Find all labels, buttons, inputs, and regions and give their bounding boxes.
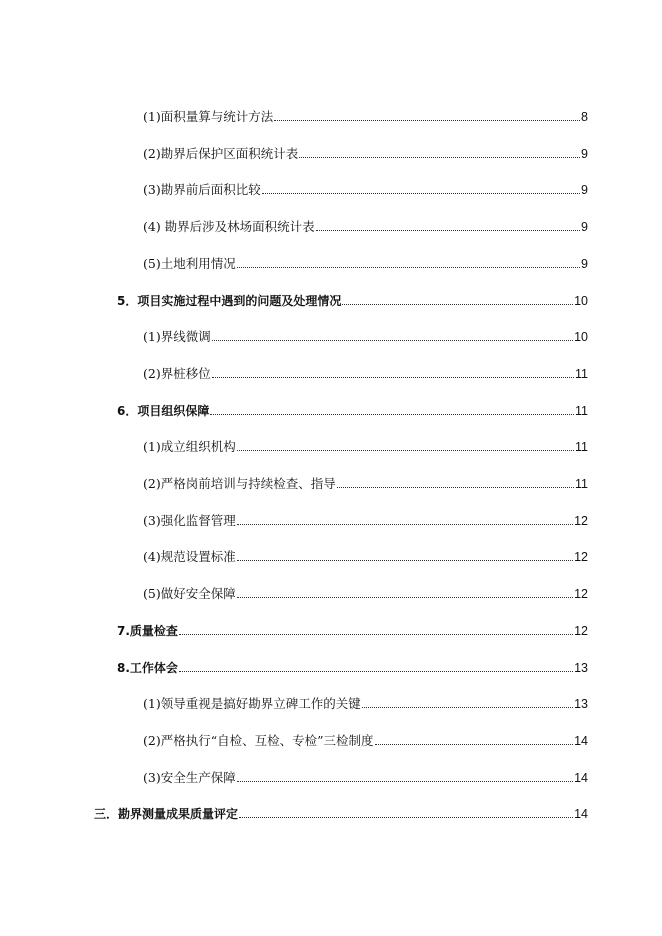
toc-dot-leader [342, 304, 573, 305]
toc-entry-page-number: 11 [575, 477, 588, 491]
toc-dot-leader [239, 817, 573, 818]
toc-entry-page-number: 9 [581, 220, 588, 234]
toc-entry[interactable] [143, 109, 588, 125]
toc-entry-label: (3)安全生产保障 [143, 770, 236, 785]
toc-entry-label: 7.质量检查 [117, 624, 178, 638]
toc-dot-leader [212, 377, 574, 378]
toc-entry[interactable] [143, 733, 588, 749]
toc-dot-leader [299, 157, 580, 158]
toc-entry[interactable] [143, 476, 588, 492]
toc-entry-label: (1)面积量算与统计方法 [143, 109, 274, 124]
toc-dot-leader [237, 267, 580, 268]
toc-entry-page-number: 8 [581, 110, 588, 124]
toc-entry-page-number: 11 [575, 440, 588, 454]
toc-entry[interactable] [143, 219, 588, 235]
toc-entry-page-number: 13 [574, 697, 588, 711]
toc-entry-page-number: 12 [574, 514, 588, 528]
toc-dot-leader [337, 487, 574, 488]
toc-entry[interactable] [143, 549, 588, 565]
toc-entry-label: (5)土地利用情况 [143, 256, 236, 271]
toc-dot-leader [237, 597, 573, 598]
toc-entry[interactable] [143, 256, 588, 272]
toc-dot-leader [237, 524, 573, 525]
toc-entry-label: (3)勘界前后面积比较 [143, 182, 261, 197]
toc-dot-leader [210, 414, 574, 415]
toc-entry-label: 6．项目组织保障 [117, 404, 210, 418]
toc-entry-page-number: 9 [581, 257, 588, 271]
toc-entry[interactable] [143, 696, 588, 712]
toc-dot-leader [179, 671, 573, 672]
toc-entry[interactable] [117, 403, 588, 419]
toc-entry-page-number: 12 [574, 624, 588, 638]
toc-entry-label: 三．勘界测量成果质量评定 [94, 807, 239, 821]
toc-entry-label: (4)规范设置标准 [143, 549, 236, 564]
toc-entry-page-number: 9 [581, 183, 588, 197]
toc-entry[interactable] [117, 660, 588, 676]
toc-entry[interactable] [143, 146, 588, 162]
toc-entry-page-number: 11 [575, 367, 588, 381]
toc-entry-page-number: 12 [574, 587, 588, 601]
toc-entry[interactable] [117, 623, 588, 639]
toc-entry-label: (1)领导重视是搞好勘界立碑工作的关键 [143, 696, 361, 711]
toc-entry-label: (2)界桩移位 [143, 366, 211, 381]
toc-dot-leader [237, 781, 573, 782]
toc-entry-page-number: 9 [581, 147, 588, 161]
toc-dot-leader [375, 744, 574, 745]
toc-dot-leader [274, 120, 580, 121]
toc-dot-leader [212, 340, 573, 341]
toc-entry[interactable] [143, 329, 588, 345]
toc-entry[interactable] [143, 366, 588, 382]
toc-dot-leader [262, 193, 580, 194]
toc-entry-label: (5)做好安全保障 [143, 586, 236, 601]
toc-entry-page-number: 14 [574, 807, 588, 821]
toc-entry[interactable] [143, 770, 588, 786]
toc-entry-label: (1)成立组织机构 [143, 439, 236, 454]
toc-entry-page-number: 10 [574, 294, 588, 308]
toc-entry[interactable] [143, 439, 588, 455]
toc-entry[interactable] [117, 293, 588, 309]
toc-entry-page-number: 13 [574, 661, 588, 675]
toc-entry-page-number: 14 [574, 771, 588, 785]
toc-entry-label: (2)严格执行“自检、互检、专检”三检制度 [143, 733, 374, 748]
toc-dot-leader [362, 707, 573, 708]
toc-entry[interactable] [143, 586, 588, 602]
toc-dot-leader [179, 634, 573, 635]
toc-entry-label: 8.工作体会 [117, 661, 178, 675]
toc-entry-page-number: 12 [574, 550, 588, 564]
toc-entry[interactable] [143, 513, 588, 529]
toc-entry[interactable] [143, 182, 588, 198]
toc-dot-leader [237, 560, 573, 561]
toc-dot-leader [316, 230, 580, 231]
toc-entry-label: 5．项目实施过程中遇到的问题及处理情况 [117, 294, 342, 308]
toc-entry-page-number: 10 [574, 330, 588, 344]
toc-entry-label: (4) 勘界后涉及林场面积统计表 [143, 219, 315, 234]
toc-entry-page-number: 14 [574, 734, 588, 748]
toc-dot-leader [237, 450, 574, 451]
toc-entry-label: (3)强化监督管理 [143, 513, 236, 528]
toc-entry-label: (2)勘界后保护区面积统计表 [143, 146, 299, 161]
toc-entry-label: (1)界线微调 [143, 329, 211, 344]
toc-entry-label: (2)严格岗前培训与持续检查、指导 [143, 476, 336, 491]
toc-entry[interactable] [94, 806, 588, 822]
toc-entry-page-number: 11 [575, 404, 588, 418]
